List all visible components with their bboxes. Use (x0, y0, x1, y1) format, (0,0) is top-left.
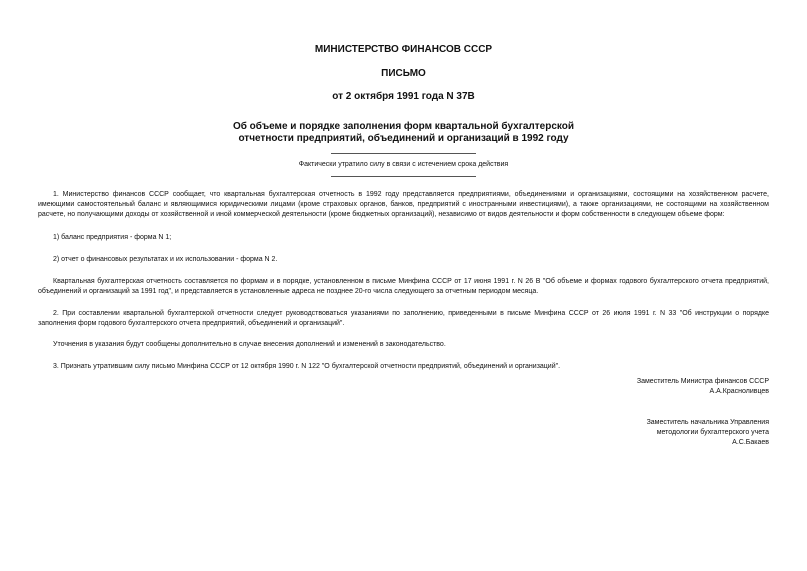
paragraph-5: 2. При составлении квартальной бухгалтерской отчетности следует руководствоваться указаниями по заполнению, приведенными в письме Минфина СССР от 26 июля 1991 г. N 33 "Об инструкции о порядке заполнения форм годового бухгалтерского отчета предприятий, объединений и организаций". (38, 310, 769, 327)
divider-top (331, 153, 476, 154)
document-title-line-1: Об объеме и порядке заполнения форм квартальной бухгалтерской (232, 121, 575, 132)
signature-block-2 (647, 418, 769, 448)
signatory-name: А.С.Бакаев (732, 439, 769, 446)
paragraph-6: Уточнения в указания будут сообщены дополнительно в случае внесения дополнений и изменений в законодательство. (53, 341, 446, 348)
signatory-position: Заместитель Министра финансов СССР (636, 378, 769, 385)
paragraph-4: Квартальная бухгалтерская отчетность составляется по формам и в порядке, установленном в письме Минфина СССР от 17 июня 1991 г. N 26 В "Об объеме и формах годового бухгалтерского отчета предприятий, объединений и организаций за 1991 год", и представляется в установленные адреса не позднее 20-го числа следующего за отчетным периодом месяца. (38, 278, 769, 295)
document-date: от 2 октября 1991 года N 37В (332, 91, 475, 102)
document-body (38, 190, 769, 372)
document-title-line-2: отчетности предприятий, объединений и организаций в 1992 году (238, 133, 569, 144)
paragraph-2: 1) баланс предприятия - форма N 1; (53, 234, 172, 241)
signatory-name: А.А.Красноливцев (709, 388, 769, 395)
signatory-position-line-1: Заместитель начальника Управления (646, 419, 769, 426)
document-type: ПИСЬМО (381, 68, 426, 79)
ministry-heading: МИНИСТЕРСТВО ФИНАНСОВ СССР (314, 44, 493, 55)
divider-bottom (331, 176, 476, 177)
paragraph-3: 2) отчет о финансовых результатах и их использовании - форма N 2. (53, 256, 278, 263)
signatory-position-line-2: методологии бухгалтерского учета (656, 429, 769, 436)
paragraph-7: 3. Признать утратившим силу письмо Минфина СССР от 12 октября 1990 г. N 122 "О бухгалтерской отчетности предприятий, объединений и организаций". (53, 363, 561, 370)
paragraph-1: 1. Министерство финансов СССР сообщает, что квартальная бухгалтерская отчетность в 1992 году представляется предприятиями, объединениями и организациями, состоящими на хозяйственном расчете, имеющими самостоятельный баланс и являющимися юридическими лицами (кроме страховых органов, банков, предприятий с иностранными инвестициями), а также организациями, не состоящими на хозяйственном расчете, но получающими доходы от хозяйственной и иной коммерческой деятельности (кроме бюджетных организаций), независимо от видов деятельности и форм собственности в следующем объеме форм: (38, 191, 769, 218)
document-title (0, 121, 807, 145)
signature-block-1 (637, 377, 769, 397)
status-note: Фактически утратило силу в связи с истечением срока действия (298, 161, 509, 168)
